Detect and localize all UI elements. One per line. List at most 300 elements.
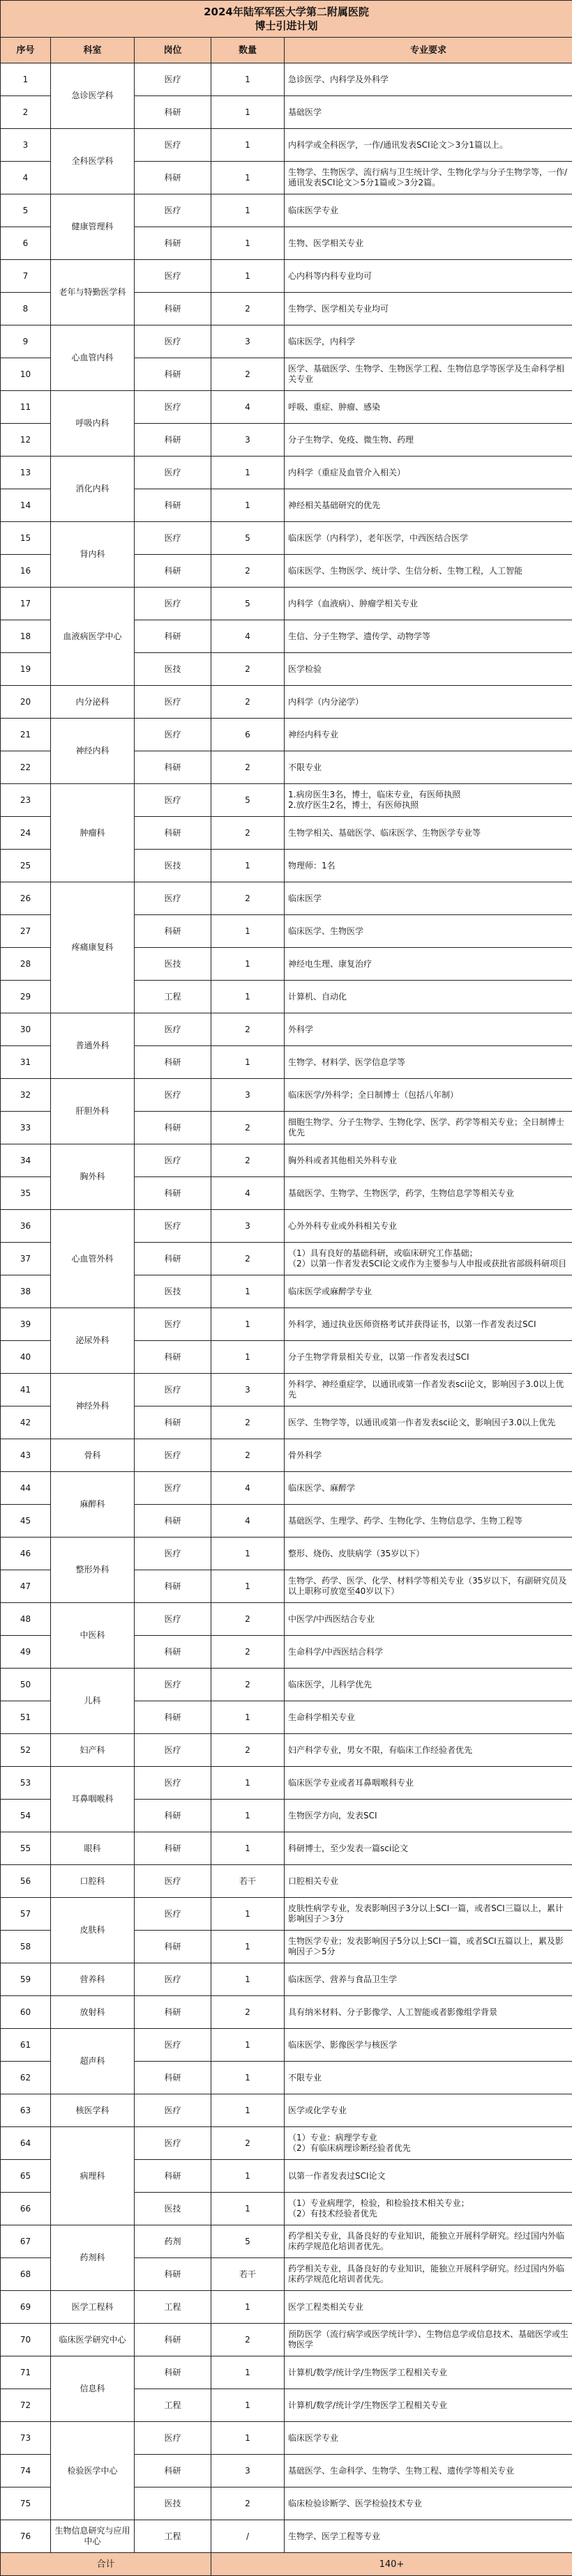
row-post: 医疗 — [135, 1603, 211, 1636]
row-count: 1 — [211, 1898, 285, 1931]
row-major: 整形、烧伤、皮肤病学（35岁以下） — [285, 1538, 572, 1570]
row-no: 16 — [1, 555, 51, 588]
row-dept: 生物信息研究与应用中心 — [51, 2520, 135, 2553]
row-post: 医疗 — [135, 2422, 211, 2455]
row-count: 1 — [211, 129, 285, 162]
row-post: 医疗 — [135, 784, 211, 817]
table-row — [1, 2127, 572, 2160]
row-count: 1 — [211, 1538, 285, 1570]
row-post: 医疗 — [135, 1013, 211, 1046]
row-no: 52 — [1, 1734, 51, 1767]
table-row — [1, 1439, 572, 1472]
row-no: 12 — [1, 424, 51, 457]
table-row — [1, 882, 572, 915]
row-count: 2 — [211, 1734, 285, 1767]
table-row — [1, 784, 572, 817]
row-post: 科研 — [135, 1996, 211, 2029]
row-dept: 病理科 — [51, 2127, 135, 2225]
row-no: 42 — [1, 1406, 51, 1439]
row-no: 44 — [1, 1472, 51, 1505]
row-post: 医技 — [135, 850, 211, 882]
row-no: 76 — [1, 2520, 51, 2553]
row-post: 科研 — [135, 1341, 211, 1374]
row-major: 细胞生物学、分子生物学、生物化学、医学、药学等相关专业；全日制博士优先 — [285, 1112, 572, 1144]
row-major: 临床医学或麻醉学专业 — [285, 1275, 572, 1308]
row-dept: 内分泌科 — [51, 686, 135, 719]
row-count: 5 — [211, 784, 285, 817]
row-major: 基础医学 — [285, 96, 572, 129]
row-count: 3 — [211, 1374, 285, 1406]
row-count: 1 — [211, 194, 285, 227]
table-row — [1, 2356, 572, 2389]
row-count: 2 — [211, 1406, 285, 1439]
row-major: 生命科学/中西医结合科学 — [285, 1636, 572, 1669]
table-row — [1, 1538, 572, 1570]
row-no: 34 — [1, 1144, 51, 1177]
row-major: 神经电生理、康复治疗 — [285, 948, 572, 981]
header-major: 专业要求 — [285, 38, 572, 63]
row-post: 医疗 — [135, 588, 211, 620]
row-post: 科研 — [135, 2455, 211, 2487]
row-major: 生物学、药学、医学、化学、材料学等相关专业（35岁以下，有副研究员及以上职称可放宽至40岁以下） — [285, 1570, 572, 1603]
row-post: 科研 — [135, 358, 211, 391]
row-count: 1 — [211, 1275, 285, 1308]
row-dept: 药剂科 — [51, 2225, 135, 2291]
row-no: 23 — [1, 784, 51, 817]
row-dept: 中医科 — [51, 1603, 135, 1669]
row-major: 临床医学，内科学 — [285, 325, 572, 358]
row-no: 65 — [1, 2160, 51, 2193]
row-no: 11 — [1, 391, 51, 424]
row-count: 2 — [211, 1144, 285, 1177]
table-row — [1, 522, 572, 555]
row-no: 22 — [1, 751, 51, 784]
row-major: 骨外科学 — [285, 1439, 572, 1472]
row-post: 医疗 — [135, 1669, 211, 1701]
row-count: 2 — [211, 1603, 285, 1636]
row-count: 1 — [211, 1931, 285, 1963]
row-major: 临床医学、营养与食品卫生学 — [285, 1963, 572, 1996]
row-count: / — [211, 2520, 285, 2553]
row-count: 1 — [211, 2356, 285, 2389]
row-count: 1 — [211, 1570, 285, 1603]
table-row — [1, 2422, 572, 2455]
row-dept: 肾内科 — [51, 522, 135, 588]
header-count: 数量 — [211, 38, 285, 63]
row-count: 1 — [211, 2193, 285, 2225]
row-major: 皮肤性病学专业，发表影响因子3分以上SCI一篇，或者SCI三篇以上，累计影响因子＞3分 — [285, 1898, 572, 1931]
row-dept: 信息科 — [51, 2356, 135, 2422]
row-no: 3 — [1, 129, 51, 162]
row-dept: 呼吸内科 — [51, 391, 135, 457]
table-row — [1, 194, 572, 227]
table-row — [1, 686, 572, 719]
row-post: 医疗 — [135, 194, 211, 227]
row-major: 药学相关专业，具备良好的专业知识，能独立开展科学研究。经过国内外临床药学规范化培训者优先。 — [285, 2258, 572, 2291]
row-no: 29 — [1, 981, 51, 1013]
row-post: 科研 — [135, 1112, 211, 1144]
row-post: 科研 — [135, 817, 211, 850]
row-post: 科研 — [135, 1505, 211, 1538]
row-major: 不限专业 — [285, 751, 572, 784]
row-dept: 肝胆外科 — [51, 1079, 135, 1144]
row-major: 外科学，通过执业医师资格考试并获得证书，以第一作者发表过SCI — [285, 1308, 572, 1341]
row-post: 医技 — [135, 2193, 211, 2225]
row-major: 临床检验诊断学、医学检验技术专业 — [285, 2487, 572, 2520]
row-no: 56 — [1, 1865, 51, 1898]
row-count: 1 — [211, 2422, 285, 2455]
row-count: 2 — [211, 2487, 285, 2520]
row-post: 科研 — [135, 2062, 211, 2094]
row-major: 药学相关专业，具备良好的专业知识，能独立开展科学研究。经过国内外临床药学规范化培训者优先。 — [285, 2225, 572, 2258]
row-no: 39 — [1, 1308, 51, 1341]
row-dept: 血液病医学中心 — [51, 588, 135, 686]
row-major: 生物医学方向，发表SCI — [285, 1800, 572, 1832]
row-post: 科研 — [135, 1701, 211, 1734]
row-major: 临床医学、生物医学 — [285, 915, 572, 948]
row-post: 医技 — [135, 2487, 211, 2520]
row-post: 科研 — [135, 1832, 211, 1865]
row-dept: 肿瘤科 — [51, 784, 135, 882]
row-no: 10 — [1, 358, 51, 391]
row-major: 分子生物学、免疫、微生物、药理 — [285, 424, 572, 457]
table-row — [1, 588, 572, 620]
table-row — [1, 1374, 572, 1406]
row-no: 24 — [1, 817, 51, 850]
row-no: 55 — [1, 1832, 51, 1865]
row-count: 1 — [211, 1767, 285, 1800]
footer-label: 合计 — [1, 2553, 211, 2576]
row-no: 58 — [1, 1931, 51, 1963]
row-no: 15 — [1, 522, 51, 555]
row-count: 4 — [211, 1177, 285, 1210]
row-major: 临床医学、影像医学与核医学 — [285, 2029, 572, 2062]
row-major: 外科学、神经重症学，以通讯或第一作者发表sci论文，影响因子3.0以上优先 — [285, 1374, 572, 1406]
row-dept: 医学工程科 — [51, 2291, 135, 2324]
row-count: 6 — [211, 719, 285, 751]
row-dept: 急诊医学科 — [51, 63, 135, 129]
row-count: 4 — [211, 1472, 285, 1505]
row-count: 1 — [211, 981, 285, 1013]
row-post: 医疗 — [135, 882, 211, 915]
row-count: 1 — [211, 1832, 285, 1865]
row-dept: 泌尿外科 — [51, 1308, 135, 1374]
row-major: （1）具有良好的基础科研，或临床研究工作基础； （2）以第一作者发表SCI论文或作为主要参与人申报或获批省部级科研项目 — [285, 1243, 572, 1275]
row-count: 1 — [211, 96, 285, 129]
row-dept: 营养科 — [51, 1963, 135, 1996]
row-major: 计算机、自动化 — [285, 981, 572, 1013]
row-post: 医疗 — [135, 1308, 211, 1341]
row-major: 内科学（血液病）、肿瘤学相关专业 — [285, 588, 572, 620]
row-post: 医疗 — [135, 719, 211, 751]
row-count: 1 — [211, 2094, 285, 2127]
row-major: 口腔相关专业 — [285, 1865, 572, 1898]
row-post: 科研 — [135, 1636, 211, 1669]
row-count: 1 — [211, 1701, 285, 1734]
row-post: 医疗 — [135, 260, 211, 293]
row-no: 70 — [1, 2324, 51, 2356]
table-row — [1, 1832, 572, 1865]
row-major: 生信、分子生物学、遗传学、动物学等 — [285, 620, 572, 653]
row-dept: 麻醉科 — [51, 1472, 135, 1538]
row-major: 内科学（重症及血管介入相关） — [285, 457, 572, 489]
row-post: 医疗 — [135, 457, 211, 489]
row-no: 41 — [1, 1374, 51, 1406]
row-count: 1 — [211, 915, 285, 948]
row-post: 医疗 — [135, 2029, 211, 2062]
row-no: 57 — [1, 1898, 51, 1931]
row-no: 50 — [1, 1669, 51, 1701]
row-dept: 普通外科 — [51, 1013, 135, 1079]
row-post: 医疗 — [135, 129, 211, 162]
row-major: 医学检验 — [285, 653, 572, 686]
row-post: 医技 — [135, 1275, 211, 1308]
row-count: 2 — [211, 358, 285, 391]
row-major: 基础医学、生物学、生物医学，药学，生物信息学等相关专业 — [285, 1177, 572, 1210]
row-post: 工程 — [135, 2389, 211, 2422]
table-row — [1, 1603, 572, 1636]
row-post: 科研 — [135, 620, 211, 653]
row-no: 68 — [1, 2258, 51, 2291]
table-row — [1, 1734, 572, 1767]
row-major: 神经相关基础研究的优先 — [285, 489, 572, 522]
row-dept: 心血管外科 — [51, 1210, 135, 1308]
row-no: 8 — [1, 293, 51, 325]
row-major: 临床医学、麻醉学 — [285, 1472, 572, 1505]
row-major: 具有纳米材料、分子影像学、人工智能或者影像组学背景 — [285, 1996, 572, 2029]
row-count: 若干 — [211, 2258, 285, 2291]
row-major: 心内科等内科专业均可 — [285, 260, 572, 293]
row-count: 3 — [211, 1210, 285, 1243]
row-dept: 核医学科 — [51, 2094, 135, 2127]
row-no: 18 — [1, 620, 51, 653]
row-post: 科研 — [135, 555, 211, 588]
table-row — [1, 1308, 572, 1341]
row-count: 4 — [211, 391, 285, 424]
row-no: 62 — [1, 2062, 51, 2094]
row-major: 不限专业 — [285, 2062, 572, 2094]
row-major: 生物学、医学工程等专业 — [285, 2520, 572, 2553]
row-post: 科研 — [135, 1800, 211, 1832]
row-no: 14 — [1, 489, 51, 522]
row-no: 13 — [1, 457, 51, 489]
row-no: 4 — [1, 162, 51, 194]
row-count: 1 — [211, 850, 285, 882]
row-no: 61 — [1, 2029, 51, 2062]
header-no: 序号 — [1, 38, 51, 63]
table-row — [1, 2094, 572, 2127]
row-post: 医疗 — [135, 686, 211, 719]
row-major: 内科学或全科医学，一作/通讯发表SCI论文＞3分1篇以上。 — [285, 129, 572, 162]
row-count: 1 — [211, 1963, 285, 1996]
row-post: 医疗 — [135, 1374, 211, 1406]
row-count: 2 — [211, 751, 285, 784]
row-post: 医疗 — [135, 1767, 211, 1800]
row-no: 19 — [1, 653, 51, 686]
row-count: 1 — [211, 2029, 285, 2062]
row-post: 科研 — [135, 293, 211, 325]
title-line-1: 2024年陆军军医大学第二附属医院 — [4, 5, 569, 19]
table-row — [1, 325, 572, 358]
row-post: 科研 — [135, 2324, 211, 2356]
row-count: 4 — [211, 620, 285, 653]
row-major: 物理师：1名 — [285, 850, 572, 882]
table-row — [1, 719, 572, 751]
row-dept: 皮肤科 — [51, 1898, 135, 1963]
row-no: 5 — [1, 194, 51, 227]
row-no: 25 — [1, 850, 51, 882]
row-no: 40 — [1, 1341, 51, 1374]
row-no: 72 — [1, 2389, 51, 2422]
row-major: 生物学、生物医学、流行病与卫生统计学、生物化学与分子生物学等，一作/通讯发表SCI论文＞5分1篇或＞3分2篇。 — [285, 162, 572, 194]
row-dept: 耳鼻咽喉科 — [51, 1767, 135, 1832]
row-count: 2 — [211, 2324, 285, 2356]
row-post: 医疗 — [135, 1079, 211, 1112]
row-major: 生物学相关、基础医学、临床医学、生物医学专业等 — [285, 817, 572, 850]
row-post: 科研 — [135, 1570, 211, 1603]
row-count: 1 — [211, 1308, 285, 1341]
table-row — [1, 2324, 572, 2356]
table-row — [1, 1996, 572, 2029]
row-no: 67 — [1, 2225, 51, 2258]
row-count: 1 — [211, 457, 285, 489]
row-post: 科研 — [135, 915, 211, 948]
table-title — [1, 1, 572, 38]
row-major: 科研博士，至少发表一篇sci论文 — [285, 1832, 572, 1865]
row-count: 1 — [211, 2160, 285, 2193]
row-no: 32 — [1, 1079, 51, 1112]
row-count: 2 — [211, 1636, 285, 1669]
row-major: 医学工程类相关专业 — [285, 2291, 572, 2324]
row-no: 36 — [1, 1210, 51, 1243]
row-no: 49 — [1, 1636, 51, 1669]
row-count: 2 — [211, 686, 285, 719]
row-no: 35 — [1, 1177, 51, 1210]
row-no: 51 — [1, 1701, 51, 1734]
row-post: 科研 — [135, 2258, 211, 2291]
row-count: 2 — [211, 1669, 285, 1701]
row-no: 6 — [1, 227, 51, 260]
row-dept: 心血管内科 — [51, 325, 135, 391]
row-major: （1）专业病理学，检验，和检验技术相关专业； （2）有技术经验者优先 — [285, 2193, 572, 2225]
row-post: 医疗 — [135, 325, 211, 358]
row-major: 急诊医学、内科学及外科学 — [285, 63, 572, 96]
table-row — [1, 63, 572, 96]
row-major: 临床医学专业 — [285, 194, 572, 227]
row-count: 1 — [211, 2291, 285, 2324]
row-no: 28 — [1, 948, 51, 981]
row-count: 3 — [211, 2455, 285, 2487]
row-post: 科研 — [135, 227, 211, 260]
row-major: 临床医学 — [285, 882, 572, 915]
row-major: 医学、生物学等，以通讯或第一作者发表sci论文，影响因子3.0以上优先 — [285, 1406, 572, 1439]
row-post: 医疗 — [135, 1963, 211, 1996]
row-count: 2 — [211, 293, 285, 325]
row-no: 48 — [1, 1603, 51, 1636]
row-count: 2 — [211, 2127, 285, 2160]
row-dept: 临床医学研究中心 — [51, 2324, 135, 2356]
row-post: 科研 — [135, 96, 211, 129]
row-post: 医疗 — [135, 1210, 211, 1243]
row-count: 2 — [211, 1439, 285, 1472]
row-dept: 检验医学中心 — [51, 2422, 135, 2520]
table-row — [1, 2225, 572, 2258]
row-post: 药剂 — [135, 2225, 211, 2258]
row-post: 科研 — [135, 162, 211, 194]
row-major: 神经内科专业 — [285, 719, 572, 751]
header-post: 岗位 — [135, 38, 211, 63]
table-body — [1, 63, 572, 2553]
row-no: 75 — [1, 2487, 51, 2520]
row-no: 17 — [1, 588, 51, 620]
row-no: 47 — [1, 1570, 51, 1603]
row-count: 2 — [211, 1112, 285, 1144]
table-row — [1, 1865, 572, 1898]
row-post: 工程 — [135, 2520, 211, 2553]
row-post: 科研 — [135, 2356, 211, 2389]
row-no: 30 — [1, 1013, 51, 1046]
table-row — [1, 1144, 572, 1177]
row-post: 科研 — [135, 489, 211, 522]
row-count: 2 — [211, 1996, 285, 2029]
row-major: 基础医学、生理学、药学、生物化学、生物信息学、生物工程等 — [285, 1505, 572, 1538]
row-major: 生物学、材料学、医学信息学等 — [285, 1046, 572, 1079]
row-no: 64 — [1, 2127, 51, 2160]
row-major: 基础医学、生命科学、生物学、生物工程、遗传学等相关专业 — [285, 2455, 572, 2487]
row-no: 33 — [1, 1112, 51, 1144]
row-major: 生物学、医学相关专业均可 — [285, 293, 572, 325]
row-dept: 骨科 — [51, 1439, 135, 1472]
row-post: 医疗 — [135, 1898, 211, 1931]
header-dept: 科室 — [51, 38, 135, 63]
row-major: 生物、医学相关专业 — [285, 227, 572, 260]
row-no: 73 — [1, 2422, 51, 2455]
row-major: 预防医学（流行病学或医学统计学）、生物信息学或信息技术、基础医学或生物医学 — [285, 2324, 572, 2356]
row-count: 2 — [211, 555, 285, 588]
row-major: 临床医学/外科学；全日制博士（包括八年制） — [285, 1079, 572, 1112]
row-major: 临床医学专业 — [285, 2422, 572, 2455]
row-post: 医疗 — [135, 1538, 211, 1570]
row-post: 科研 — [135, 1177, 211, 1210]
row-dept: 神经内科 — [51, 719, 135, 784]
row-count: 1 — [211, 1046, 285, 1079]
table-row — [1, 1669, 572, 1701]
row-count: 2 — [211, 882, 285, 915]
row-no: 1 — [1, 63, 51, 96]
row-post: 医疗 — [135, 522, 211, 555]
row-major: 妇产科学专业，男女不限，有临床工作经验者优先 — [285, 1734, 572, 1767]
row-dept: 全科医学科 — [51, 129, 135, 194]
row-no: 9 — [1, 325, 51, 358]
row-post: 科研 — [135, 2160, 211, 2193]
row-no: 60 — [1, 1996, 51, 2029]
row-dept: 胸外科 — [51, 1144, 135, 1210]
row-dept: 疼痛康复科 — [51, 882, 135, 1013]
row-post: 科研 — [135, 1243, 211, 1275]
row-count: 1 — [211, 260, 285, 293]
row-count: 2 — [211, 1243, 285, 1275]
row-no: 66 — [1, 2193, 51, 2225]
row-no: 43 — [1, 1439, 51, 1472]
row-post: 医疗 — [135, 63, 211, 96]
row-no: 38 — [1, 1275, 51, 1308]
row-no: 63 — [1, 2094, 51, 2127]
row-major: 临床医学（内科学），老年医学，中西医结合医学 — [285, 522, 572, 555]
table-row — [1, 1079, 572, 1112]
table-row — [1, 2291, 572, 2324]
row-count: 1 — [211, 227, 285, 260]
row-post: 医疗 — [135, 1865, 211, 1898]
